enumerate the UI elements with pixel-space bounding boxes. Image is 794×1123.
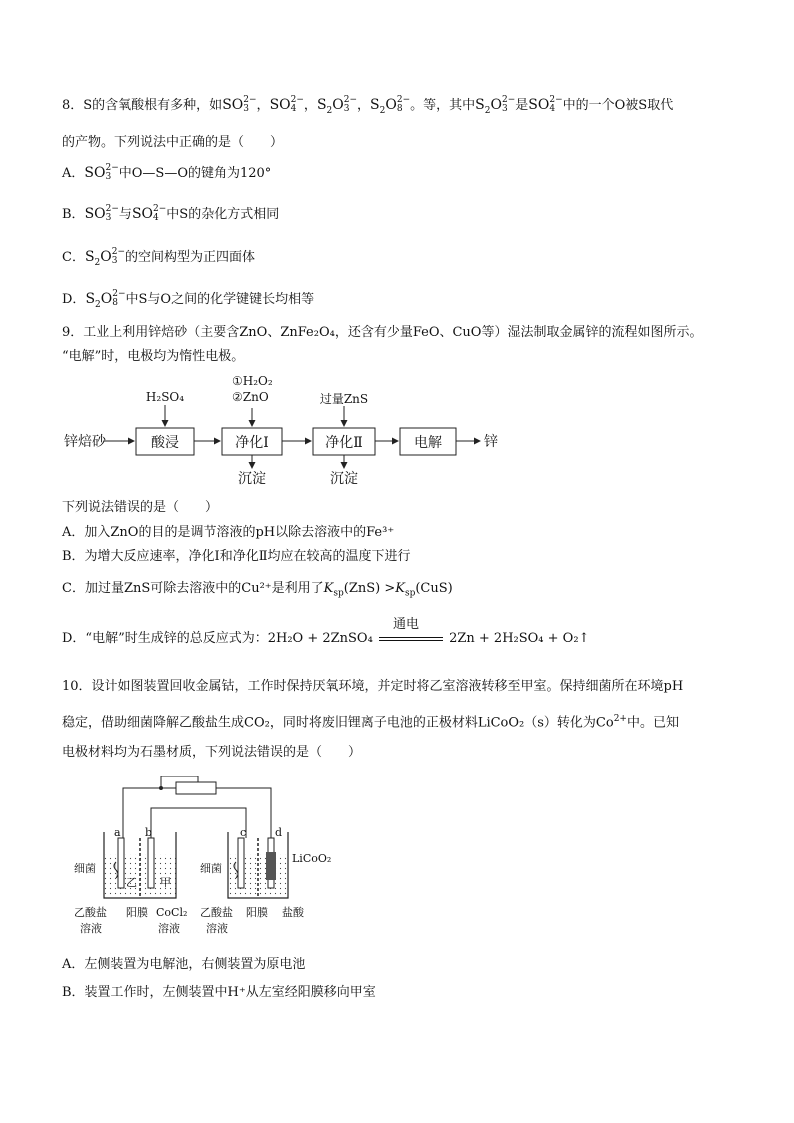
variable-resistor: [176, 782, 216, 794]
flow-box4-label: 电解: [414, 435, 442, 451]
svg-text:阳膜: 阳膜: [246, 906, 268, 919]
flow-box3-label: 净化Ⅱ: [325, 435, 363, 451]
flow-reagent3: 过量ZnS: [319, 392, 369, 406]
electrode-c: [238, 838, 244, 888]
flow-reagent2b: ②ZnO: [232, 390, 269, 404]
q10-option-b: B．装置工作时，左侧装置中H⁺从左室经阳膜移向甲室: [62, 985, 376, 1000]
svg-text:c: c: [240, 826, 247, 839]
formula-so3: SO 2− 3: [222, 95, 257, 114]
electrode-b: [148, 838, 154, 888]
svg-text:b: b: [145, 826, 153, 839]
q10-stem-line3: 电极材料均为石墨材质，下列说法错误的是（ ）: [62, 745, 362, 760]
electrode-a: [118, 838, 124, 888]
flow-end: 锌: [484, 434, 498, 450]
svg-text:乙: 乙: [126, 876, 137, 889]
q10-stem-line2: 稳定，借助细菌降解乙酸盐生成CO₂，同时将废旧锂离子电池的正极材料LiCoO₂（s）转化为$Co^{2+}$中。已知: [62, 714, 679, 731]
svg-text:乙酸盐: 乙酸盐: [200, 906, 233, 919]
q9-option-b: B．为增大反应速率，净化Ⅰ和净化Ⅱ均应在较高的温度下进行: [62, 549, 411, 564]
q8-stem-line2: 的产物。下列说法中正确的是（ ）: [62, 135, 284, 150]
q10-option-a: A．左侧装置为电解池，右侧装置为原电池: [62, 957, 306, 972]
flow-out2: 沉淀: [238, 471, 266, 487]
q9-stem-line2: “电解”时，电极均为惰性电极。: [62, 349, 245, 364]
q8-option-a: A．SO 2− 3 中O—S—O的键角为120°: [62, 163, 272, 182]
svg-text:阳膜: 阳膜: [126, 906, 148, 919]
svg-text:溶液: 溶液: [158, 922, 180, 935]
q9-option-c: C．加过量ZnS可除去溶液中的Cu²⁺是利用了$K_{sp}(ZnS) >K_{sp}(CuS)$: [62, 581, 453, 599]
svg-text:细菌: 细菌: [200, 862, 222, 875]
svg-text:a: a: [114, 826, 121, 839]
svg-text:盐酸: 盐酸: [282, 906, 304, 919]
svg-text:d: d: [275, 826, 283, 839]
flow-reagent2a: ①H₂O₂: [232, 374, 273, 388]
q8-stem-line1: 8．S的含氧酸根有多种，如SO 2− 3 ，SO 2− 4 ，$S_2O$ 2− 3 ，$S_2O$ 2− 8 。等，其中$S_2O$ 2− 3 是SO 2− 4 中的一个O被S取代: [62, 95, 674, 116]
q9-stem-line1: 9．工业上利用锌焙砂（主要含ZnO、ZnFe₂O₄，还含有少量FeO、CuO等）湿法制取金属锌的流程如图所示。: [62, 325, 703, 340]
q9-option-d: D．“电解”时生成锌的总反应式为：2H₂O + 2ZnSO₄ 通电 2Zn + 2H₂SO₄ + O₂↑: [62, 616, 590, 646]
flow-box1-label: 酸浸: [151, 435, 179, 451]
formula-s2o8: $S_2O$ 2− 8: [370, 95, 411, 116]
condition-arrow: 通电: [379, 632, 443, 646]
svg-text:乙酸盐: 乙酸盐: [74, 906, 107, 919]
q9-question: 下列说法错误的是（ ）: [62, 500, 219, 515]
svg-text:溶液: 溶液: [206, 922, 228, 935]
q8-option-b: B．SO 2− 3 与SO 2− 4 中S的杂化方式相同: [62, 204, 280, 223]
svg-text:细菌: 细菌: [74, 862, 96, 875]
q9-flowchart: [60, 368, 500, 490]
formula-s2o3: $S_2O$ 2− 3: [316, 95, 358, 116]
svg-text:溶液: 溶液: [80, 922, 102, 935]
flow-box2-label: 净化Ⅰ: [235, 435, 269, 451]
right-cell: [228, 832, 288, 898]
svg-text:CoCl₂: CoCl₂: [156, 906, 188, 919]
svg-text:甲: 甲: [160, 876, 171, 889]
q10-stem-line1: 10．设计如图装置回收金属钴，工作时保持厌氧环境，并定时将乙室溶液转移至甲室。保持细菌所在环境pH: [62, 679, 684, 694]
q8-option-d: D．$S_2O$ 2− 8 中S与O之间的化学键键长均相等: [62, 289, 315, 310]
flow-out3: 沉淀: [330, 471, 358, 487]
svg-text:LiCoO₂: LiCoO₂: [292, 852, 332, 865]
flow-start: 锌焙砂: [64, 434, 106, 450]
licoo2-coating: [266, 852, 276, 880]
q10-apparatus-diagram: [68, 776, 358, 944]
formula-so4: SO 2− 4: [269, 95, 304, 114]
q9-option-a: A．加入ZnO的目的是调节溶液的pH以除去溶液中的Fe³⁺: [62, 525, 395, 540]
q8-option-c: C．$S_2O$ 2− 3 的空间构型为正四面体: [62, 247, 256, 268]
flow-reagent1: H₂SO₄: [145, 390, 185, 404]
